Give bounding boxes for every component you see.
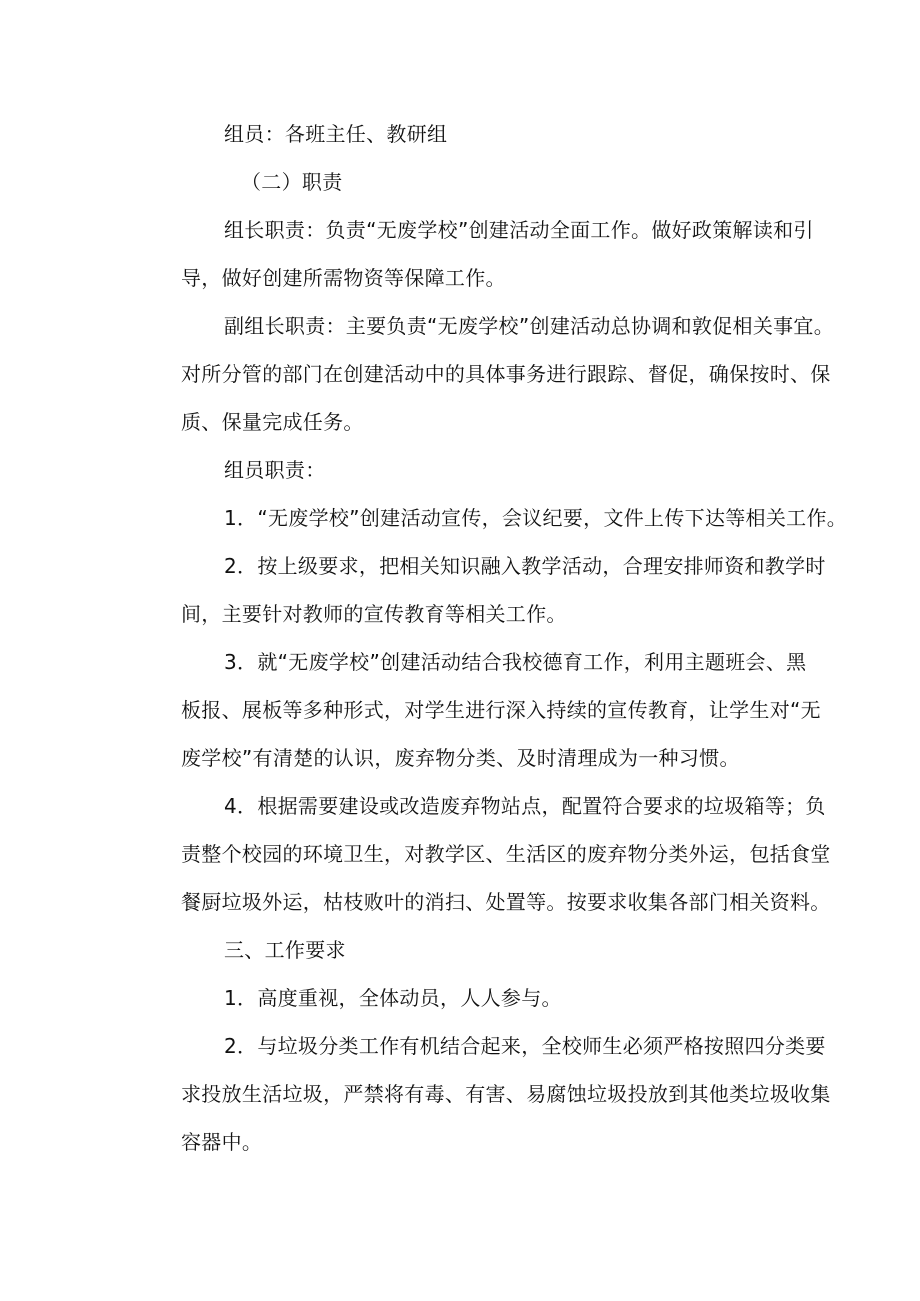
text-line: 求投放生活垃圾，严禁将有毒、有害、易腐蚀垃圾投放到其他类垃圾收集 (181, 1082, 831, 1106)
text-line: 1．高度重视，全体动员，人人参与。 (224, 986, 562, 1010)
paragraph-member-duties-heading (138, 446, 788, 494)
section-heading-requirements (138, 926, 788, 974)
text-line: 废学校”有清楚的认识，废弃物分类、及时清理成为一种习惯。 (181, 746, 740, 770)
section-heading-duties (138, 158, 788, 206)
list-item-4 (138, 782, 831, 926)
text-line: 容器中。 (181, 1130, 263, 1154)
text-line: 间，主要针对教师的宣传教育等相关工作。 (181, 602, 567, 626)
text-line: 4．根据需要建设或改造废弃物站点，配置符合要求的垃圾箱等；负 (224, 794, 826, 818)
text-line: 1．“无废学校”创建活动宣传，会议纪要，文件上传下达等相关工作。 (224, 506, 848, 530)
text-line: 2．按上级要求，把相关知识融入教学活动，合理安排师资和教学时 (224, 554, 826, 578)
requirement-item-1 (138, 974, 788, 1022)
text-line: 组员：各班主任、教研组 (224, 122, 448, 146)
text-line: 2．与垃圾分类工作有机结合起来，全校师生必须严格按照四分类要 (224, 1034, 826, 1058)
list-item-1 (138, 494, 848, 542)
text-line: 组长职责：负责“无废学校”创建活动全面工作。做好政策解读和引 (224, 218, 814, 242)
text-line: 责整个校园的环境卫生，对教学区、生活区的废弃物分类外运，包括食堂 (181, 842, 831, 866)
paragraph-deputy-duties (138, 302, 835, 446)
text-line: （二）职责 (241, 170, 343, 194)
requirement-item-2 (138, 1022, 831, 1166)
text-line: 组员职责： (224, 458, 326, 482)
text-line: 质、保量完成任务。 (181, 410, 364, 434)
text-line: 3．就“无废学校”创建活动结合我校德育工作，利用主题班会、黑 (224, 650, 807, 674)
text-line: 三、工作要求 (224, 938, 346, 962)
paragraph-members (138, 110, 788, 158)
text-line: 板报、展板等多种形式，对学生进行深入持续的宣传教育，让学生对“无 (181, 698, 821, 722)
paragraph-leader-duties (138, 206, 814, 302)
text-line: 对所分管的部门在创建活动中的具体事务进行跟踪、督促，确保按时、保 (181, 362, 831, 386)
text-line: 导，做好创建所需物资等保障工作。 (181, 266, 506, 290)
list-item-3 (138, 638, 821, 782)
text-line: 副组长职责：主要负责“无废学校”创建活动总协调和敦促相关事宜。 (224, 314, 835, 338)
document-body (138, 110, 848, 1166)
list-item-2 (138, 542, 826, 638)
text-line: 餐厨垃圾外运，枯枝败叶的消扫、处置等。按要求收集各部门相关资料。 (181, 890, 831, 914)
